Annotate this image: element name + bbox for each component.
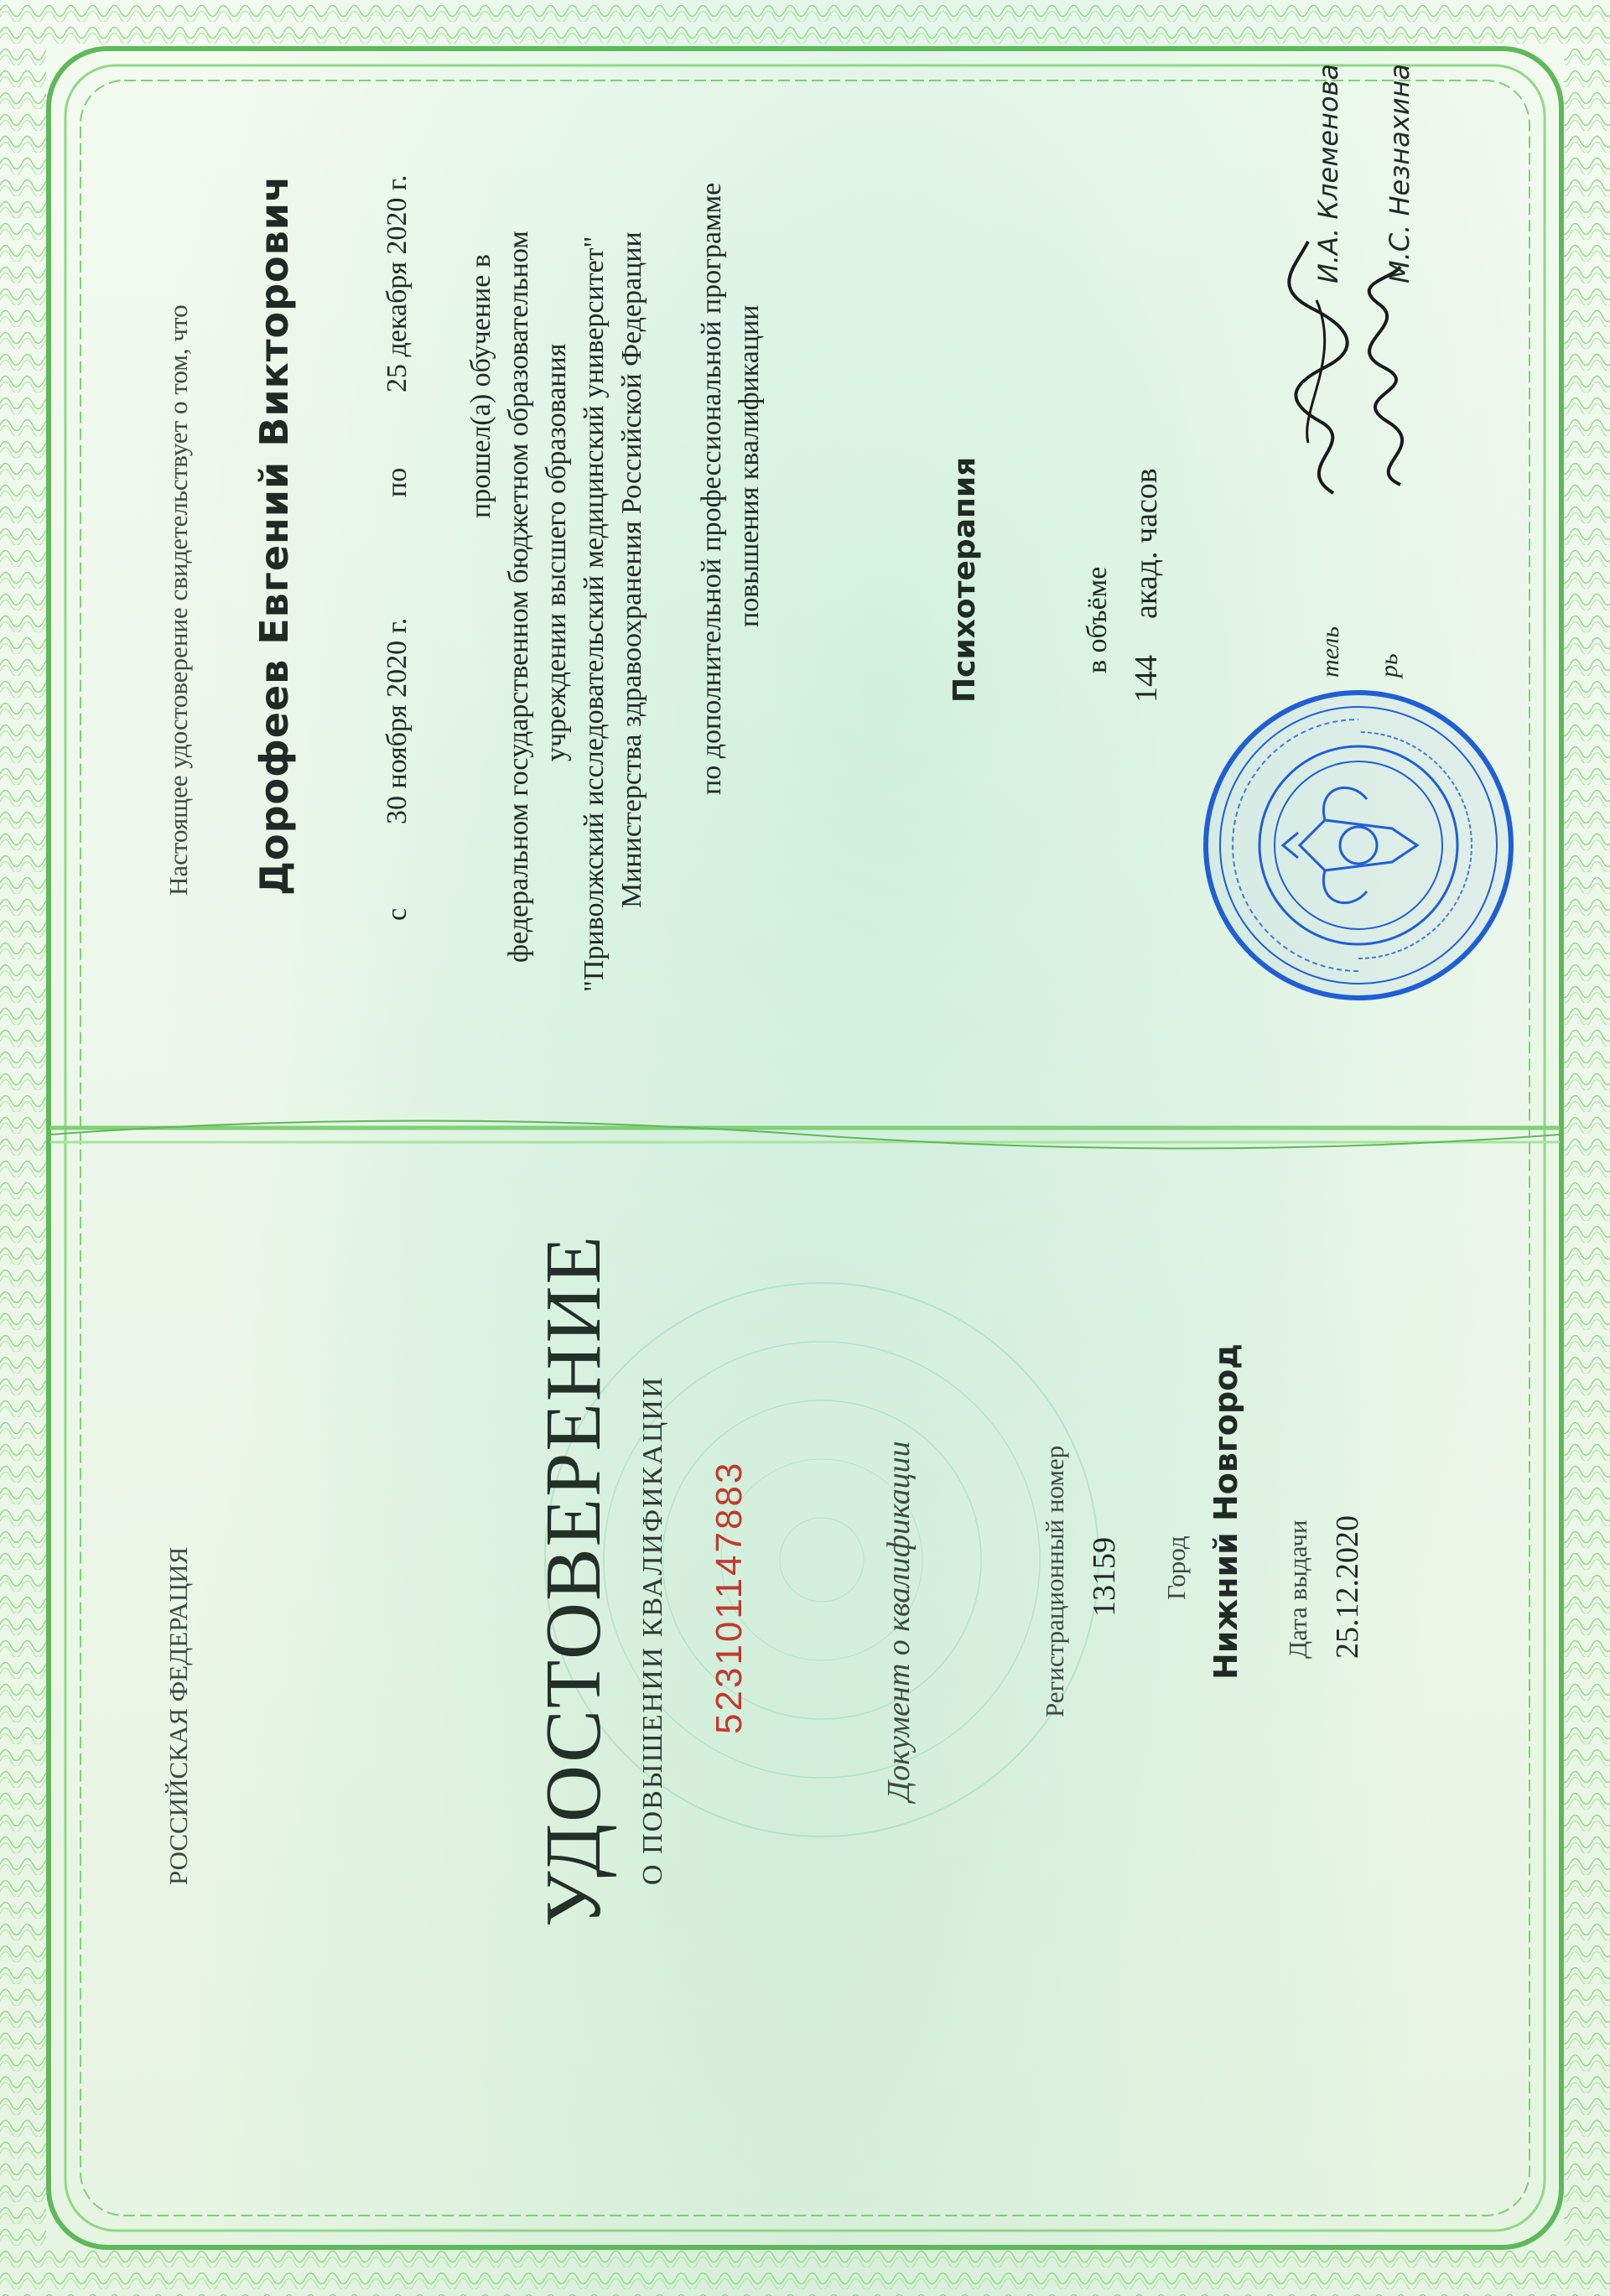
hours-unit: акад. часов xyxy=(1129,468,1164,619)
document-subtitle: О ПОВЫШЕНИИ КВАЛИФИКАЦИИ xyxy=(637,1375,668,1885)
institution-line-4: Министерства здравоохранения Российской Федерации xyxy=(616,231,647,908)
doc-type-label: Документ о квалификации xyxy=(881,1441,917,1801)
signer-role-1: тель xyxy=(1317,626,1344,678)
reg-number-label: Регистрационный номер xyxy=(1040,1445,1069,1717)
volume-label: в объёме xyxy=(1082,566,1113,673)
signer-name-2: М.С. Незнахина xyxy=(1384,63,1415,283)
hours-value: 144 xyxy=(1129,655,1164,703)
city: Нижний Новгород xyxy=(1208,1343,1244,1680)
date-from-prefix: с xyxy=(382,907,413,921)
passed-training: прошел(а) обучение в xyxy=(465,254,496,518)
serial-number: 523101147883 xyxy=(709,1460,750,1734)
reg-number: 13159 xyxy=(1087,1537,1122,1617)
country-label: РОССИЙСКАЯ ФЕДЕРАЦИЯ xyxy=(164,1546,193,1885)
document-title: УДОСТОВЕРЕНИЕ xyxy=(530,1234,617,1927)
program-name: Психотерапия xyxy=(948,456,982,703)
official-seal xyxy=(1199,686,1518,1005)
signature-2 xyxy=(1350,258,1442,493)
signer-role-2: рь xyxy=(1375,653,1403,678)
institution-line-1: федеральном государственном бюджетном образовательном xyxy=(503,231,534,963)
program-line-2: повышения квалификации xyxy=(734,304,765,627)
signer-name-1: И.А. Клеменова xyxy=(1312,64,1344,283)
intro-text: Настоящее удостоверение свидетельствует о том, что xyxy=(164,304,193,896)
issue-date-label: Дата выдачи xyxy=(1283,1519,1312,1659)
institution-line-2: учреждении высшего образования xyxy=(541,343,572,761)
date-to: 25 декабря 2020 г. xyxy=(382,174,413,392)
date-from: 30 ноября 2020 г. xyxy=(382,617,413,824)
holder-full-name: Дорофеев Евгений Викторович xyxy=(252,174,297,896)
issue-date: 25.12.2020 xyxy=(1330,1515,1365,1659)
institution-line-3: "Приволжский исследовательский медицинский университет" xyxy=(579,236,610,992)
program-line-1: по дополнительной профессиональной программе xyxy=(696,182,727,795)
city-label: Город xyxy=(1161,1535,1191,1600)
date-to-prefix: по xyxy=(382,467,413,497)
